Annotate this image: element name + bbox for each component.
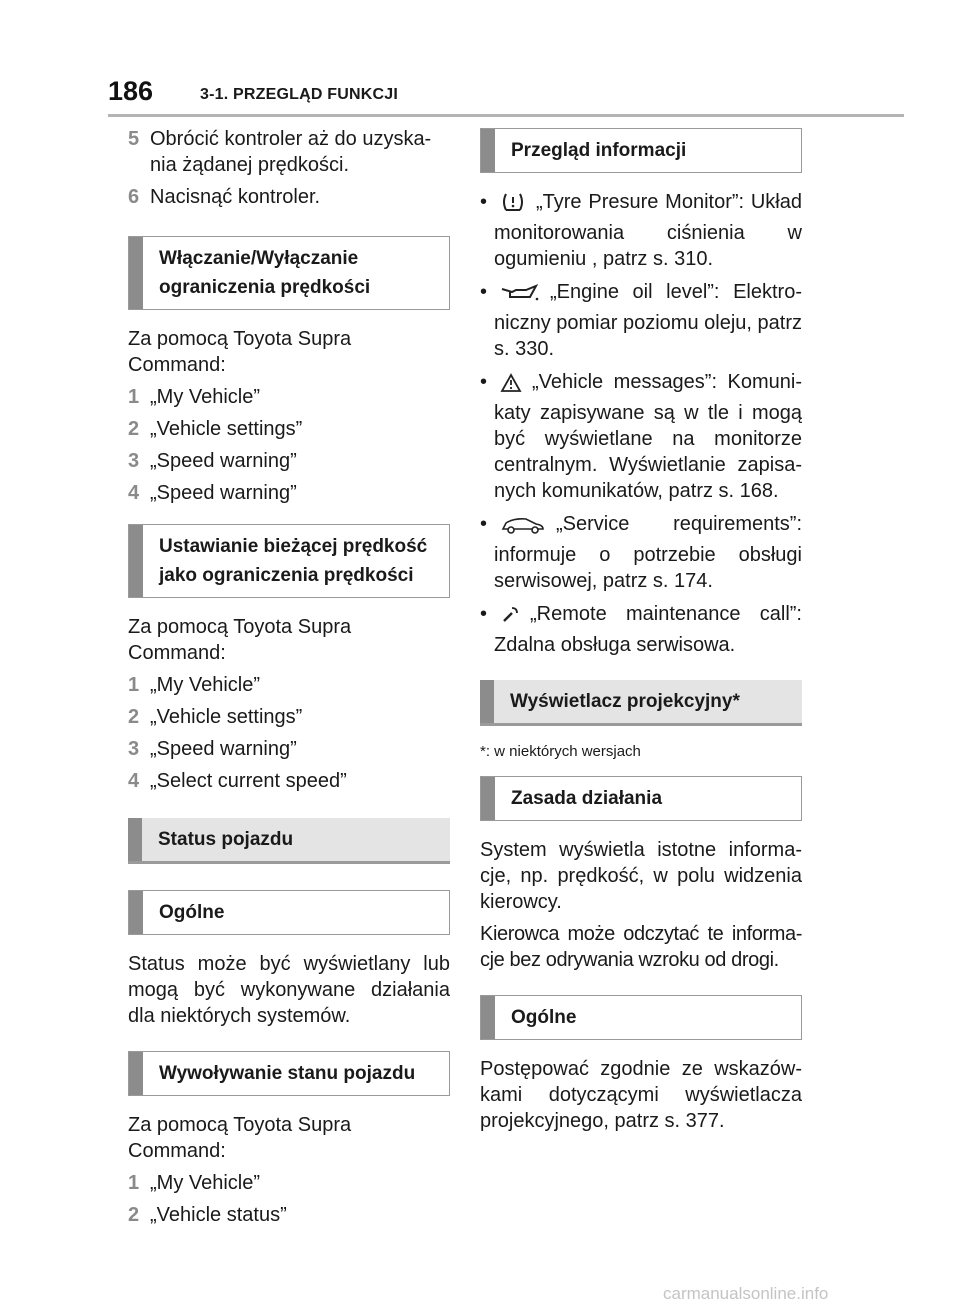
right-column xyxy=(480,126,802,1134)
step-number: 2 xyxy=(128,1204,140,1226)
warning-triangle-icon xyxy=(500,373,522,400)
step-item xyxy=(128,184,450,210)
step-item xyxy=(128,480,450,506)
step-text: „Speed warning” xyxy=(150,450,297,472)
list-item xyxy=(480,189,802,272)
section-heading-box xyxy=(480,680,802,726)
list-item-text: „Remote maintenance call”: Zdalna obsługa serwisowa. xyxy=(494,603,802,656)
page-number: 186 xyxy=(108,76,154,106)
subheading-bar xyxy=(481,777,495,820)
list-item xyxy=(480,279,802,362)
section-title: 3-1. PRZEGLĄD FUNKCJI xyxy=(200,86,398,103)
step-text: „Vehicle settings” xyxy=(150,418,303,440)
subheading-title: Zasada działania xyxy=(511,788,663,809)
step-item xyxy=(128,416,450,442)
step-number: 4 xyxy=(128,482,140,504)
list-item-text: „Tyre Presure Monitor”: Układ monitorowania ciśnienia w ogumieniu , patrz s. 310. xyxy=(494,191,802,270)
step-number: 5 xyxy=(128,128,140,150)
footnote: *: w niektórych wersjach xyxy=(480,743,641,760)
watermark: carmanualsonline.info xyxy=(663,1284,829,1303)
subheading-box xyxy=(480,995,802,1040)
bullet-dot: • xyxy=(480,281,488,303)
step-number: 4 xyxy=(128,770,140,792)
car-service-icon xyxy=(500,515,546,542)
step-text: „Speed warning” xyxy=(150,482,297,504)
header-rule xyxy=(108,114,904,117)
section-heading-bar xyxy=(128,818,142,861)
subheading-title: Włączanie/Wyłączanie ograniczenia prędkości xyxy=(159,248,371,298)
step-text: „Select current speed” xyxy=(150,770,347,792)
subheading-box xyxy=(128,1051,450,1096)
subheading-box xyxy=(480,776,802,821)
subheading-box xyxy=(480,128,802,173)
section-heading-title: Status pojazdu xyxy=(158,829,294,850)
intro-text: Za pomocą Toyota Supra Command: xyxy=(128,616,352,664)
body-text: Status może być wyświetlany lub mogą być wykonywane działania dla niektórych systemów. xyxy=(128,953,450,1027)
subheading-title: Ogólne xyxy=(159,902,225,923)
body-text: System wyświetla istotne informa-cje, np. prędkość, w polu widzenia kierowcy. xyxy=(480,839,802,913)
subheading-bar xyxy=(481,996,495,1039)
subheading-box xyxy=(128,524,450,598)
subheading-box xyxy=(128,236,450,310)
bullet-dot: • xyxy=(480,191,488,213)
subheading-box xyxy=(128,890,450,935)
step-item xyxy=(128,736,450,762)
list-item xyxy=(480,369,802,504)
list-item-text: „Vehicle messages”: Komuni-katy zapisywane są w tle i mogą być wyświetlane na monitorze centralnym. Wyświetlanie zapisa-nych komunikatów, patrz s. 168. xyxy=(494,371,802,502)
wrench-icon xyxy=(500,605,520,632)
step-item xyxy=(128,126,450,178)
subheading-bar xyxy=(129,1052,143,1095)
step-number: 2 xyxy=(128,418,140,440)
step-item xyxy=(128,1170,450,1196)
step-number: 1 xyxy=(128,674,140,696)
body-text: Postępować zgodnie ze wskazów-kami dotyczącymi wyświetlacza projekcyjnego, patrz s. 377. xyxy=(480,1058,802,1132)
subheading-title: Przegląd informacji xyxy=(511,140,687,161)
list-item xyxy=(480,511,802,594)
intro-text: Za pomocą Toyota Supra Command: xyxy=(128,1114,352,1162)
bullet-dot: • xyxy=(480,371,488,393)
page-header xyxy=(108,76,904,116)
intro-text: Za pomocą Toyota Supra Command: xyxy=(128,328,352,376)
list-item-text: „Engine oil level”: Elektro-niczny pomiar poziomu oleju, patrz s. 330. xyxy=(494,281,802,360)
left-column xyxy=(128,126,450,1234)
body-text: Kierowca może odczytać te informa-cje bez odrywania wzroku od drogi. xyxy=(480,923,802,971)
step-number: 2 xyxy=(128,706,140,728)
step-item xyxy=(128,448,450,474)
step-item xyxy=(128,768,450,794)
step-number: 1 xyxy=(128,386,140,408)
step-item xyxy=(128,1202,450,1228)
step-text: Obrócić kontroler aż do uzyska-nia żądanej prędkości. xyxy=(150,128,432,176)
step-text: „Speed warning” xyxy=(150,738,297,760)
section-heading-box xyxy=(128,818,450,864)
oil-can-icon xyxy=(500,283,540,310)
step-number: 6 xyxy=(128,186,140,208)
step-text: „My Vehicle” xyxy=(150,386,261,408)
subheading-title: Ogólne xyxy=(511,1007,577,1028)
subheading-title: Ustawianie bieżącej prędkość jako ograniczenia prędkości xyxy=(159,536,428,586)
step-text: „My Vehicle” xyxy=(150,674,261,696)
bullet-dot: • xyxy=(480,603,488,625)
step-item xyxy=(128,672,450,698)
subheading-bar xyxy=(129,891,143,934)
tyre-pressure-icon xyxy=(500,191,526,220)
section-heading-bar xyxy=(480,680,494,723)
list-item-text: „Service requirements”: informuje o potrzebie obsługi serwisowej, patrz s. 174. xyxy=(494,513,802,592)
step-number: 1 xyxy=(128,1172,140,1194)
step-number: 3 xyxy=(128,450,140,472)
step-text: „Vehicle status” xyxy=(150,1204,287,1226)
subheading-bar xyxy=(129,237,143,309)
step-text: Nacisnąć kontroler. xyxy=(150,186,321,208)
step-text: „My Vehicle” xyxy=(150,1172,261,1194)
subheading-title: Wywoływanie stanu pojazdu xyxy=(159,1063,416,1084)
subheading-bar xyxy=(481,129,495,172)
bullet-dot: • xyxy=(480,513,488,535)
step-number: 3 xyxy=(128,738,140,760)
list-item xyxy=(480,601,802,658)
subheading-bar xyxy=(129,525,143,597)
step-item xyxy=(128,704,450,730)
step-text: „Vehicle settings” xyxy=(150,706,303,728)
section-heading-title: Wyświetlacz projekcyjny* xyxy=(510,691,740,712)
step-item xyxy=(128,384,450,410)
